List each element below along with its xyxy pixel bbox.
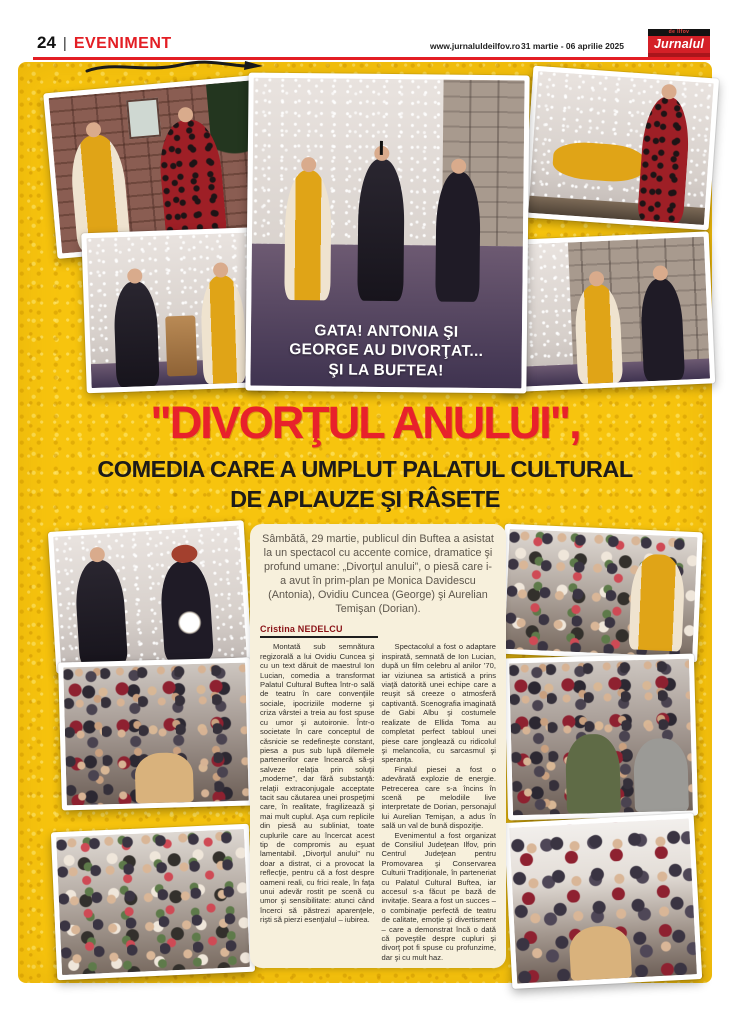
article-title: "DIVORŢUL ANULUI", <box>150 397 580 448</box>
tan-coat-figure <box>135 752 195 803</box>
figure-man-with-mic <box>357 159 405 301</box>
figure-woman-red-robe <box>637 96 691 224</box>
article-columns <box>260 642 496 962</box>
audience-scene <box>509 818 697 983</box>
article-panel <box>250 524 506 968</box>
marker-scribble-decoration <box>85 58 265 76</box>
figure-man-yellow-vest <box>199 275 246 384</box>
window-prop <box>126 98 161 139</box>
logo-title: Jurnalul <box>648 36 710 53</box>
article-column-1 <box>260 642 375 962</box>
microphone-icon <box>380 141 383 155</box>
stage-overlay-caption <box>250 320 522 381</box>
overlay-line-3: ŞI LA BUFTEA! <box>328 360 444 380</box>
article-lead: Sâmbătă, 29 martie, publicul din Buftea a asistat la un spectacol cu accente comice, dramatice şi profund umane: „Divorţul anului”, o piesă care i-a avut în prim-plan pe Monica Davidescu (Antonia), Ovidiu Cuncea (George) şi Aurelian Temişan (Dorian). <box>262 533 494 615</box>
photo-mic-and-flowers <box>48 520 252 674</box>
green-jacket-figure <box>565 733 621 813</box>
body-paragraph: Montată sub semnătura regizorală a lui Ovidiu Cuncea şi cu un text dăruit de maestrul Ion Lucian, comedia a transformat Palatul Cultural Buftea într-o sală de teatru în care convenţiile sociale, ipocriziile moderne şi criza vârstei a treia au fost spuse cu umor şi autoironie. Într-o societate în care conceptul de căsnicie se redefineşte constant, piesa a pus sub lupă dilemele partenerilor care încearcă să-şi salveze relaţia prin soluţii „moderne”, dar fără substanţă: relaţii extraconjugale acceptate tacit sau căutarea unei prospeţimi care, în realitate, fragilizează şi mai mult cuplul. Aşa cum replicile din piesă au subliniat, toate cuplurile care au încercat acest tip de compromis au eşuat lamentabil. „Divorţul anului” nu doar a distrat, ci a provocat la reflecţie, pentru că a fost despre oameni reali, cu frici reale, în faţa unui adevăr rostit pe scenă cu umor şi sensibilitate: atunci când încerci să păstrezi aparenţele, rişti să pierzi esenţialul – iubirea. <box>260 642 375 925</box>
wooden-table-prop <box>165 315 198 376</box>
photo-stage-standing-actors <box>245 73 529 394</box>
header-separator: | <box>62 35 67 52</box>
figure-woman-dark-dress <box>436 172 481 302</box>
figure-man-leather-jacket <box>113 281 160 387</box>
curtain-scene <box>53 525 247 668</box>
curtain-scene <box>86 232 271 388</box>
figure-man-lying-yellow <box>552 140 646 183</box>
stage-scene <box>250 78 524 389</box>
page-number: 24 <box>37 33 56 52</box>
issue-date-range: 31 martie - 06 aprilie 2025 <box>521 41 625 51</box>
body-paragraph: Spectacolul a fost o adaptare inspirată, semnată de Ion Lucian, după un film celebru al anilor ’70, iar viziunea sa artistică a prins viaţă datorită unei echipe care a reuşit să creeze o atmosferă captivantă. Scenografia imaginată de Gabi Albu şi costumele realizate de Ellida Toma au completat perfect tabloul unei piese care jonglează cu ridicolul şi melancolia, cu sarcasmul şi speranţa. <box>381 642 496 765</box>
logo-subtitle-text: de Ilfov <box>668 29 690 35</box>
photo-audience-ovation <box>51 824 255 980</box>
figure-man-with-mic <box>73 559 128 667</box>
header-left <box>37 33 172 53</box>
red-hair-detail <box>171 544 198 564</box>
article-subtitle-line2: DE APLAUZE ŞI RÂSETE <box>230 486 500 512</box>
audience-scene <box>56 829 250 975</box>
body-paragraph: Evenimentul a fost organizat de Consiliul Judeţean Ilfov, prin Centrul Judeţean pentru Promovarea şi Conservarea Culturii Tradiţionale, în parteneriat cu Palatul Cultural Buftea, iar accesul s-a făcut pe bază de invitaţie. Seara a fost un succes – o combinaţie perfectă de teatru de calitate, emoţie şi divertisment – care a demonstrat încă o dată că poveştile despre cupluri şi divorţ pot fi spuse cu profunzime, dar şi cu mult haz. <box>381 830 496 962</box>
photo-audience-clapping <box>504 654 698 821</box>
section-title: EVENIMENT <box>73 35 172 52</box>
figure-man-yellow-vest <box>284 170 331 300</box>
yellow-vest-figure <box>629 554 686 652</box>
article-column-2 <box>382 642 497 962</box>
figure-man-yellow-vest <box>574 283 624 384</box>
figure-woman-black-dress <box>640 277 686 381</box>
audience-scene <box>509 659 693 816</box>
tan-coat-figure <box>568 925 632 981</box>
photo-audience-selfie <box>504 813 702 989</box>
gray-blazer-figure <box>633 738 689 812</box>
stone-wall-scene <box>498 237 710 388</box>
photo-lying-couple <box>523 66 719 231</box>
logo-subtitle <box>648 29 710 36</box>
website-url: www.jurnaluldeilfov.ro <box>430 41 521 51</box>
photo-audience-closeup <box>499 524 702 663</box>
newspaper-logo <box>648 29 710 57</box>
article-subtitle-line1: COMEDIA CARE A UMPLUT PALATUL CULTURAL <box>97 456 633 482</box>
overlay-line-1: GATA! ANTONIA ŞI <box>314 321 459 341</box>
body-paragraph: Finalul piesei a fost o adevărată explozie de energie. Petrecerea care s-a încins în scenă pe melodiile live interpretate de Dorian, personajul lui Aurelian Temişan, a adus în sală un val de bună dispoziţie. <box>381 764 496 831</box>
photo-audience-red-seats <box>58 658 254 811</box>
overlay-line-2: GEORGE AU DIVORŢAT... <box>289 340 484 361</box>
curtain-scene <box>528 71 713 225</box>
byline: Cristina NEDELCU <box>260 624 378 638</box>
audience-scene <box>504 529 697 657</box>
audience-scene <box>63 663 249 806</box>
